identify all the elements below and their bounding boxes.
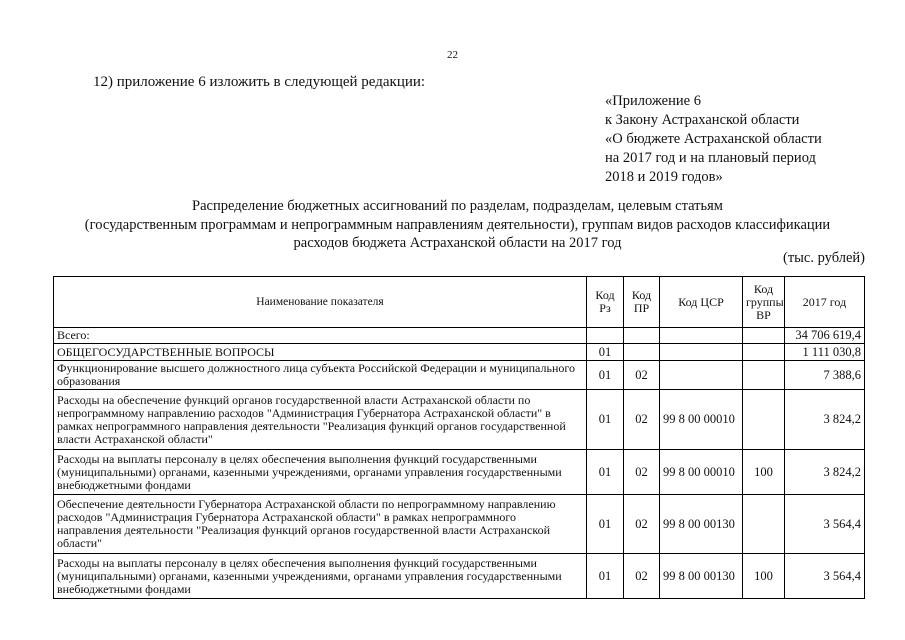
row-rz: 01: [587, 554, 624, 599]
row-rz: 01: [587, 344, 624, 361]
title-line: Распределение бюджетных ассигнований по разделам, подразделам, целевым статьям: [192, 198, 723, 214]
row-sum: 3 824,2: [785, 450, 865, 495]
table-row: [54, 328, 865, 344]
appendix-line: «Приложение 6: [605, 93, 701, 109]
row-name: ОБЩЕГОСУДАРСТВЕННЫЕ ВОПРОСЫ: [54, 344, 587, 361]
row-vr: [743, 344, 785, 361]
table-row: [54, 495, 865, 554]
row-pr: 02: [624, 495, 660, 554]
header-csr: Код ЦСР: [660, 277, 743, 328]
table-row: [54, 450, 865, 495]
row-sum: 34 706 619,4: [785, 328, 865, 344]
row-csr: [660, 344, 743, 361]
table-row: [54, 390, 865, 450]
row-sum: 1 111 030,8: [785, 344, 865, 361]
row-csr: 99 8 00 00010: [660, 450, 743, 495]
row-rz: 01: [587, 390, 624, 450]
header-sum: 2017 год: [785, 277, 865, 328]
row-vr: [743, 390, 785, 450]
table-row: [54, 344, 865, 361]
row-pr: 02: [624, 554, 660, 599]
row-rz: [587, 328, 624, 344]
row-csr: [660, 328, 743, 344]
row-vr: [743, 328, 785, 344]
appendix-header: [605, 92, 822, 187]
appendix-line: к Закону Астраханской области: [605, 112, 800, 128]
header-name: Наименование показателя: [54, 277, 587, 328]
appendix-line: «О бюджете Астраханской области: [605, 131, 822, 147]
row-csr: 99 8 00 00130: [660, 495, 743, 554]
row-vr: 100: [743, 450, 785, 495]
row-name: Обеспечение деятельности Губернатора Астраханской области по непрограммному направлению расходов "Администрация Губернатора Астраханской области" в рамках непрограммного направления деятельности "Реализация функций органов государственной власти Астраханской области": [54, 495, 587, 554]
row-vr: [743, 495, 785, 554]
header-pr: Код ПР: [624, 277, 660, 328]
header-vr: Код группы ВР: [743, 277, 785, 328]
row-sum: 3 824,2: [785, 390, 865, 450]
row-sum: 7 388,6: [785, 361, 865, 390]
row-vr: 100: [743, 554, 785, 599]
row-sum: 3 564,4: [785, 495, 865, 554]
table-row: [54, 361, 865, 390]
title-line: расходов бюджета Астраханской области на 2017 год: [293, 235, 622, 251]
row-csr: 99 8 00 00130: [660, 554, 743, 599]
document-title: [60, 197, 855, 253]
title-line: (государственным программам и непрограммным направлениям деятельности), группам видов расходов классификации: [84, 216, 831, 233]
row-sum: 3 564,4: [785, 554, 865, 599]
row-csr: 99 8 00 00010: [660, 390, 743, 450]
row-name: Расходы на выплаты персоналу в целях обеспечения выполнения функций государственными (муниципальными) органами, казенными учреждениями, органами управления государственными внебюджетными фондами: [54, 450, 587, 495]
amendment-intro: 12) приложение 6 изложить в следующей редакции:: [93, 74, 426, 90]
row-name: Расходы на обеспечение функций органов государственной власти Астраханской области по непрограммному направлению расходов "Администрация Губернатора Астраханской области" в рамках непрограммного направления деятельности "Реализация функций органов государственной власти Астраханской области": [54, 390, 587, 450]
row-pr: 02: [624, 450, 660, 495]
row-pr: 02: [624, 361, 660, 390]
row-csr: [660, 361, 743, 390]
header-rz: Код Рз: [587, 277, 624, 328]
row-pr: [624, 328, 660, 344]
budget-table: [53, 276, 865, 599]
row-name: Функционирование высшего должностного лица субъекта Российской Федерации и муниципального образования: [54, 361, 587, 390]
table-header-row: [54, 277, 865, 328]
appendix-line: на 2017 год и на плановый период: [605, 150, 816, 166]
row-vr: [743, 361, 785, 390]
row-rz: 01: [587, 361, 624, 390]
units-label: (тыс. рублей): [783, 250, 865, 266]
row-name: Всего:: [54, 328, 587, 344]
table-row: [54, 554, 865, 599]
row-name: Расходы на выплаты персоналу в целях обеспечения выполнения функций государственными (муниципальными) органами, казенными учреждениями, органами управления государственными внебюджетными фондами: [54, 554, 587, 599]
page-number: 22: [447, 49, 458, 61]
row-rz: 01: [587, 495, 624, 554]
row-rz: 01: [587, 450, 624, 495]
appendix-line: 2018 и 2019 годов»: [605, 169, 723, 185]
row-pr: 02: [624, 390, 660, 450]
row-pr: [624, 344, 660, 361]
